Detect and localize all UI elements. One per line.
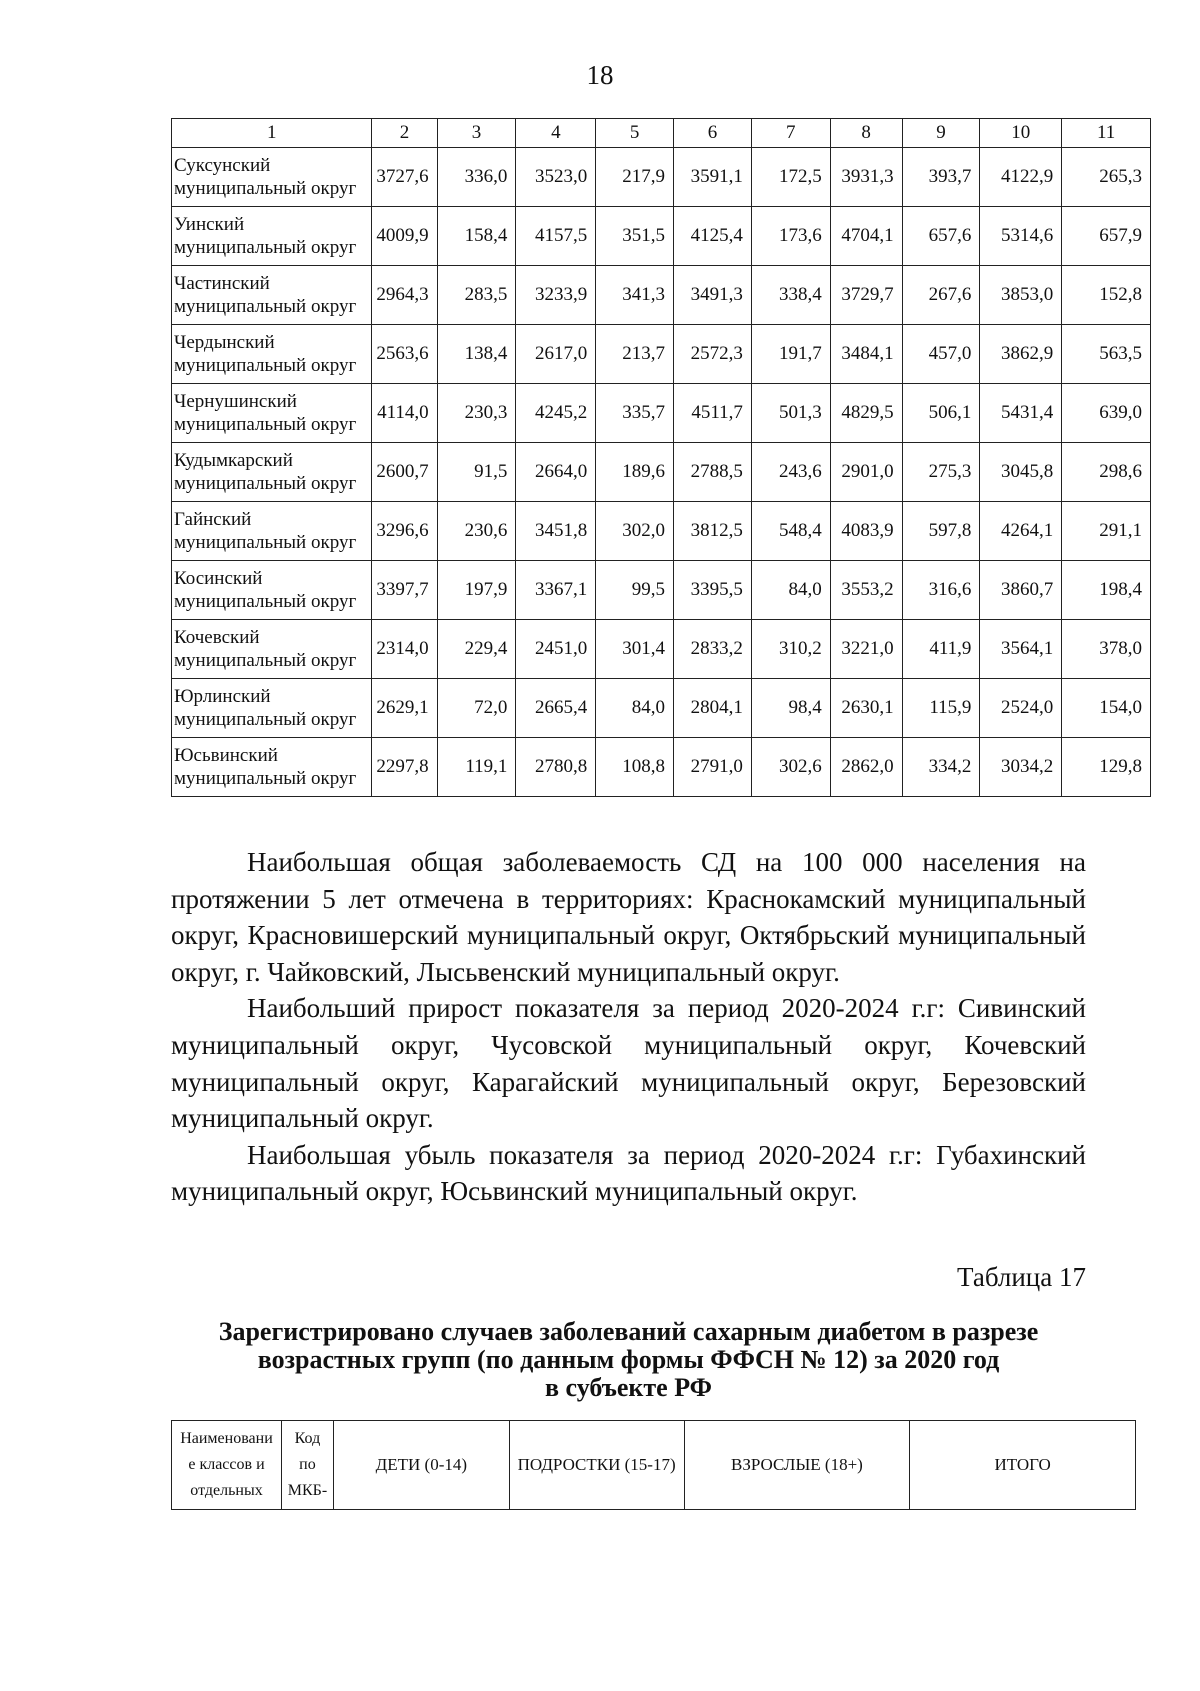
column-header: 4 (516, 119, 596, 148)
value-cell: 393,7 (902, 148, 980, 207)
page-number: 18 (586, 60, 614, 90)
value-cell: 5314,6 (980, 207, 1062, 266)
value-cell: 351,5 (596, 207, 674, 266)
table-title (171, 1318, 1086, 1402)
value-cell: 2451,0 (516, 620, 596, 679)
value-cell: 197,9 (437, 561, 516, 620)
value-cell: 3451,8 (516, 502, 596, 561)
table-row (172, 679, 1151, 738)
district-name: Гайнский муниципальный округ (172, 502, 372, 561)
value-cell: 3491,3 (674, 266, 752, 325)
value-cell: 152,8 (1062, 266, 1151, 325)
value-cell: 84,0 (751, 561, 830, 620)
paragraph: Наибольшая убыль показателя за период 2020-2024 г.г: Губахинский муниципальный округ, Юсьвинский муниципальный округ. (171, 1139, 1086, 1207)
value-cell: 3591,1 (674, 148, 752, 207)
value-cell: 230,6 (437, 502, 516, 561)
value-cell: 501,3 (751, 384, 830, 443)
value-cell: 98,4 (751, 679, 830, 738)
value-cell: 378,0 (1062, 620, 1151, 679)
value-cell: 2862,0 (830, 738, 902, 797)
district-name: Суксунский муниципальный округ (172, 148, 372, 207)
column-header-code: Код по МКБ- (281, 1421, 333, 1510)
value-cell: 338,4 (751, 266, 830, 325)
value-cell: 2788,5 (674, 443, 752, 502)
value-cell: 3045,8 (980, 443, 1062, 502)
value-cell: 563,5 (1062, 325, 1151, 384)
column-header: 9 (902, 119, 980, 148)
age-groups-table (171, 1420, 1136, 1510)
value-cell: 217,9 (596, 148, 674, 207)
value-cell: 316,6 (902, 561, 980, 620)
value-cell: 275,3 (902, 443, 980, 502)
value-cell: 189,6 (596, 443, 674, 502)
value-cell: 301,4 (596, 620, 674, 679)
district-name: Чернушинский муниципальный округ (172, 384, 372, 443)
value-cell: 548,4 (751, 502, 830, 561)
value-cell: 3727,6 (372, 148, 437, 207)
value-cell: 283,5 (437, 266, 516, 325)
table-row (172, 148, 1151, 207)
value-cell: 91,5 (437, 443, 516, 502)
value-cell: 2563,6 (372, 325, 437, 384)
column-header-total: ИТОГО (910, 1421, 1136, 1510)
value-cell: 4829,5 (830, 384, 902, 443)
district-name: Косинский муниципальный округ (172, 561, 372, 620)
value-cell: 4157,5 (516, 207, 596, 266)
value-cell: 2665,4 (516, 679, 596, 738)
incidence-table (171, 118, 1151, 797)
column-header: 1 (172, 119, 372, 148)
value-cell: 173,6 (751, 207, 830, 266)
value-cell: 2664,0 (516, 443, 596, 502)
value-cell: 72,0 (437, 679, 516, 738)
value-cell: 2804,1 (674, 679, 752, 738)
column-header-adults: ВЗРОСЛЫЕ (18+) (684, 1421, 910, 1510)
value-cell: 3564,1 (980, 620, 1062, 679)
district-name: Юрлинский муниципальный округ (172, 679, 372, 738)
value-cell: 3034,2 (980, 738, 1062, 797)
value-cell: 2297,8 (372, 738, 437, 797)
value-cell: 2572,3 (674, 325, 752, 384)
value-cell: 597,8 (902, 502, 980, 561)
value-cell: 243,6 (751, 443, 830, 502)
value-cell: 265,3 (1062, 148, 1151, 207)
paragraph: Наибольший прирост показателя за период 2020-2024 г.г: Сивинский муниципальный округ, Чусовской муниципальный округ, Кочевский муниципальный округ, Карагайский муниципальный округ, Березовский муниципальный округ. (171, 993, 1086, 1134)
column-header-children: ДЕТИ (0-14) (333, 1421, 509, 1510)
value-cell: 341,3 (596, 266, 674, 325)
value-cell: 3523,0 (516, 148, 596, 207)
column-header: 2 (372, 119, 437, 148)
column-header: 10 (980, 119, 1062, 148)
value-cell: 4083,9 (830, 502, 902, 561)
district-name: Уинский муниципальный округ (172, 207, 372, 266)
title-line: возрастных групп (по данным формы ФФСН № 12) за 2020 год (257, 1345, 1000, 1374)
value-cell: 5431,4 (980, 384, 1062, 443)
value-cell: 198,4 (1062, 561, 1151, 620)
value-cell: 129,8 (1062, 738, 1151, 797)
value-cell: 158,4 (437, 207, 516, 266)
value-cell: 172,5 (751, 148, 830, 207)
district-name: Кудымкарский муниципальный округ (172, 443, 372, 502)
value-cell: 334,2 (902, 738, 980, 797)
column-header-teens: ПОДРОСТКИ (15-17) (509, 1421, 684, 1510)
title-line: Зарегистрировано случаев заболеваний сахарным диабетом в разрезе (218, 1317, 1039, 1346)
table-header-row (172, 119, 1151, 148)
value-cell: 336,0 (437, 148, 516, 207)
value-cell: 3296,6 (372, 502, 437, 561)
value-cell: 335,7 (596, 384, 674, 443)
value-cell: 2630,1 (830, 679, 902, 738)
table-row (172, 384, 1151, 443)
value-cell: 2600,7 (372, 443, 437, 502)
title-line: в субъекте РФ (544, 1373, 712, 1402)
value-cell: 4264,1 (980, 502, 1062, 561)
table-row (172, 266, 1151, 325)
value-cell: 108,8 (596, 738, 674, 797)
value-cell: 3931,3 (830, 148, 902, 207)
value-cell: 298,6 (1062, 443, 1151, 502)
value-cell: 4245,2 (516, 384, 596, 443)
value-cell: 3221,0 (830, 620, 902, 679)
value-cell: 457,0 (902, 325, 980, 384)
value-cell: 3553,2 (830, 561, 902, 620)
value-cell: 2901,0 (830, 443, 902, 502)
value-cell: 3812,5 (674, 502, 752, 561)
column-header: 3 (437, 119, 516, 148)
column-header-name: Наименовани е классов и отдельных (172, 1421, 282, 1510)
value-cell: 3395,5 (674, 561, 752, 620)
value-cell: 3729,7 (830, 266, 902, 325)
value-cell: 3862,9 (980, 325, 1062, 384)
value-cell: 115,9 (902, 679, 980, 738)
body-text (171, 844, 1086, 1210)
value-cell: 3367,1 (516, 561, 596, 620)
value-cell: 310,2 (751, 620, 830, 679)
value-cell: 3397,7 (372, 561, 437, 620)
value-cell: 3860,7 (980, 561, 1062, 620)
table-caption: Таблица 17 (957, 1262, 1086, 1292)
value-cell: 657,9 (1062, 207, 1151, 266)
value-cell: 267,6 (902, 266, 980, 325)
table-row (172, 738, 1151, 797)
value-cell: 99,5 (596, 561, 674, 620)
value-cell: 4009,9 (372, 207, 437, 266)
table-row (172, 620, 1151, 679)
value-cell: 657,6 (902, 207, 980, 266)
value-cell: 2791,0 (674, 738, 752, 797)
table-row (172, 325, 1151, 384)
value-cell: 2314,0 (372, 620, 437, 679)
value-cell: 154,0 (1062, 679, 1151, 738)
value-cell: 2617,0 (516, 325, 596, 384)
value-cell: 2524,0 (980, 679, 1062, 738)
district-name: Юсьвинский муниципальный округ (172, 738, 372, 797)
column-header: 8 (830, 119, 902, 148)
table-row (172, 443, 1151, 502)
district-name: Кочевский муниципальный округ (172, 620, 372, 679)
value-cell: 119,1 (437, 738, 516, 797)
district-name: Чердынский муниципальный округ (172, 325, 372, 384)
value-cell: 229,4 (437, 620, 516, 679)
value-cell: 230,3 (437, 384, 516, 443)
table-body (172, 148, 1151, 797)
value-cell: 291,1 (1062, 502, 1151, 561)
table-row (172, 561, 1151, 620)
value-cell: 2833,2 (674, 620, 752, 679)
value-cell: 302,6 (751, 738, 830, 797)
value-cell: 4114,0 (372, 384, 437, 443)
value-cell: 213,7 (596, 325, 674, 384)
value-cell: 138,4 (437, 325, 516, 384)
table-row (172, 502, 1151, 561)
value-cell: 191,7 (751, 325, 830, 384)
value-cell: 84,0 (596, 679, 674, 738)
column-header: 11 (1062, 119, 1151, 148)
value-cell: 506,1 (902, 384, 980, 443)
value-cell: 3233,9 (516, 266, 596, 325)
value-cell: 2780,8 (516, 738, 596, 797)
value-cell: 4511,7 (674, 384, 752, 443)
value-cell: 639,0 (1062, 384, 1151, 443)
value-cell: 3484,1 (830, 325, 902, 384)
paragraph: Наибольшая общая заболеваемость СД на 100 000 населения на протяжении 5 лет отмечена в территориях: Краснокамский муниципальный округ, Красновишерский муниципальный округ, Октябрьский муниципальный округ, г. Чайковский, Лысьвенский муниципальный округ. (171, 847, 1086, 987)
column-header: 7 (751, 119, 830, 148)
value-cell: 4704,1 (830, 207, 902, 266)
value-cell: 4122,9 (980, 148, 1062, 207)
column-header: 5 (596, 119, 674, 148)
column-header: 6 (674, 119, 752, 148)
value-cell: 4125,4 (674, 207, 752, 266)
value-cell: 2964,3 (372, 266, 437, 325)
value-cell: 411,9 (902, 620, 980, 679)
table-header-row (172, 1421, 1136, 1510)
value-cell: 2629,1 (372, 679, 437, 738)
value-cell: 302,0 (596, 502, 674, 561)
district-name: Частинский муниципальный округ (172, 266, 372, 325)
table-row (172, 207, 1151, 266)
value-cell: 3853,0 (980, 266, 1062, 325)
